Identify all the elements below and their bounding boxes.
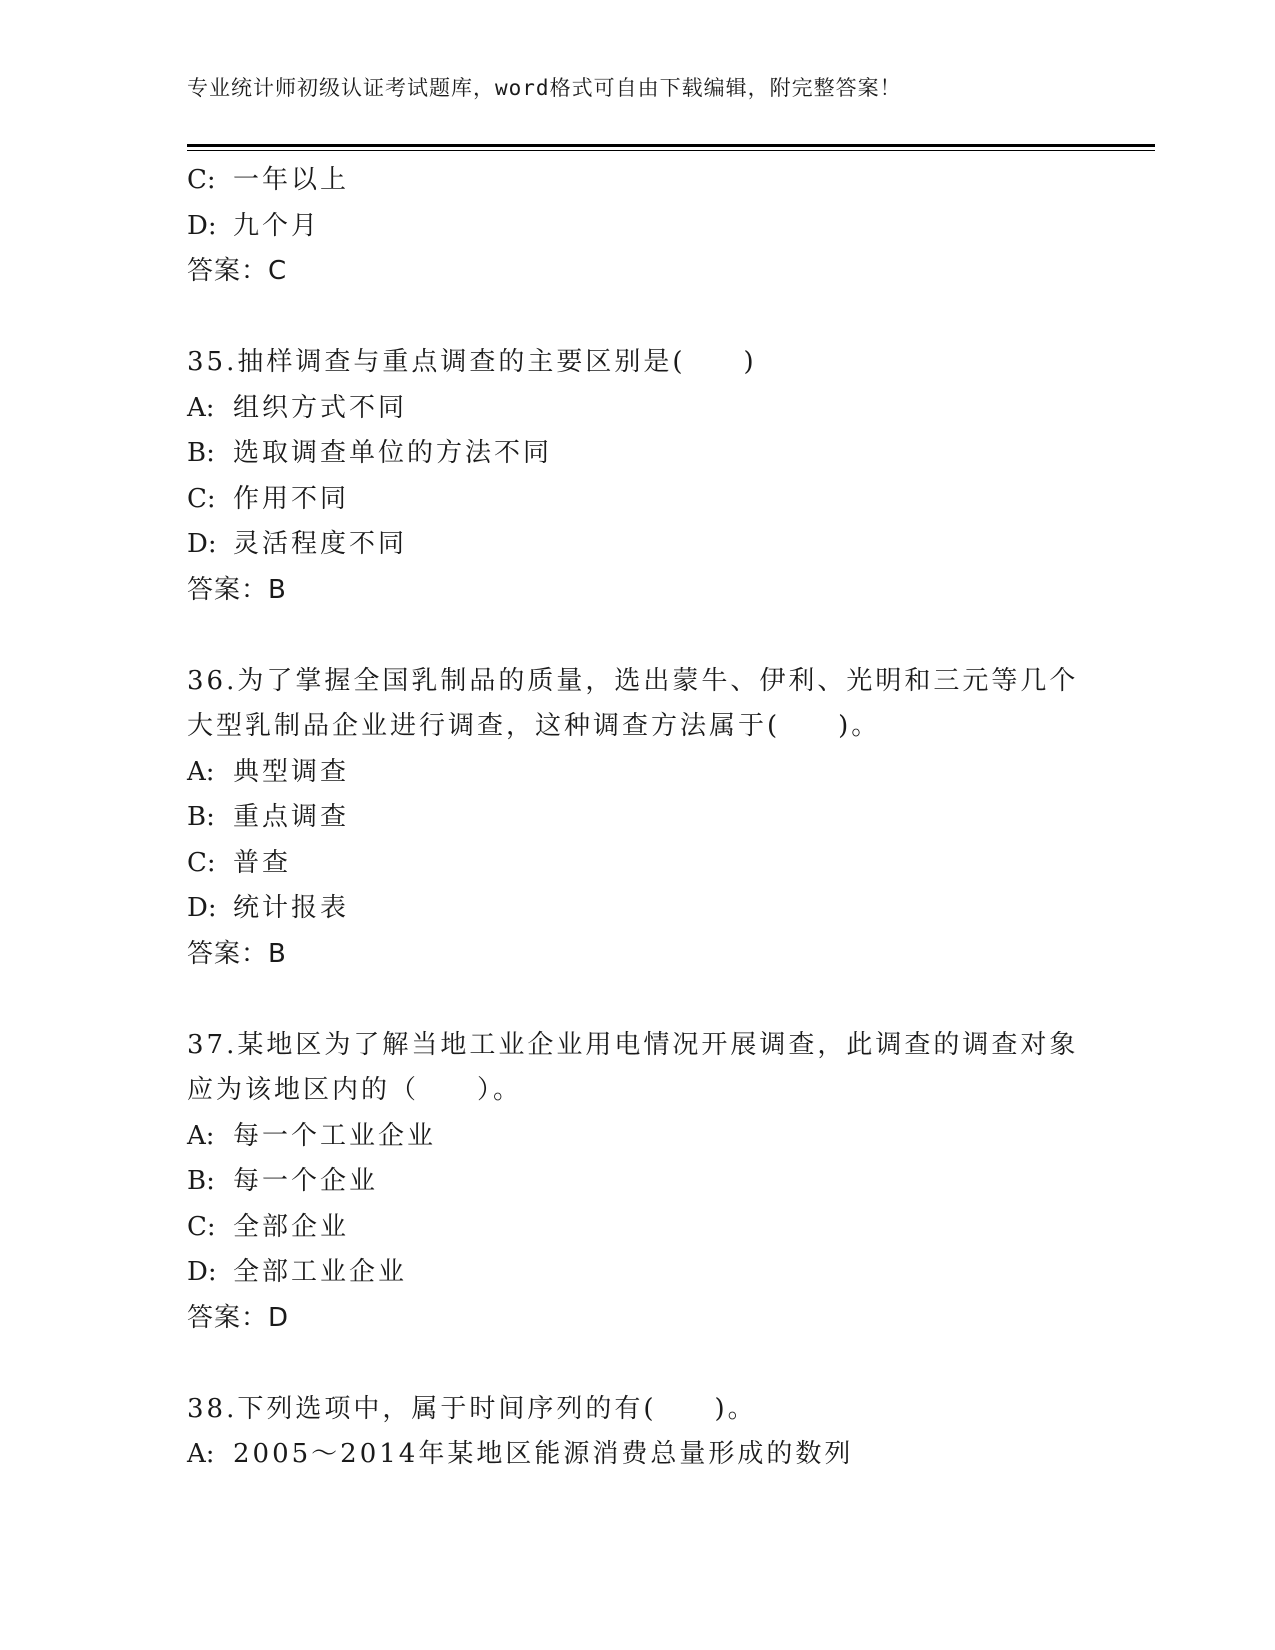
spacer bbox=[187, 613, 1087, 659]
question-block bbox=[187, 659, 1087, 978]
option-key: A: bbox=[187, 1120, 215, 1151]
question-list bbox=[187, 158, 1087, 1478]
option-key: A: bbox=[187, 392, 215, 423]
question-block bbox=[187, 1387, 1087, 1478]
spacer bbox=[187, 295, 1087, 341]
answer-line: 答案：C bbox=[187, 256, 288, 286]
option-key: D: bbox=[187, 210, 217, 241]
option-key: B: bbox=[187, 1166, 215, 1196]
option-text: 每一个企业 bbox=[233, 1166, 379, 1196]
question-stem: 38.下列选项中，属于时间序列的有( )。 bbox=[187, 1393, 757, 1424]
option-key: B: bbox=[187, 438, 215, 468]
option-item bbox=[187, 1250, 1087, 1296]
option-item bbox=[187, 1159, 1087, 1205]
option-text: 组织方式不同 bbox=[233, 392, 408, 423]
option-item bbox=[187, 158, 1087, 204]
option-item bbox=[187, 1114, 1087, 1160]
option-key: D: bbox=[187, 529, 217, 559]
option-text: 九个月 bbox=[233, 210, 321, 241]
option-item bbox=[187, 795, 1087, 841]
option-text: 每一个工业企业 bbox=[233, 1120, 437, 1151]
option-key: D: bbox=[187, 1257, 217, 1287]
header-divider-thick bbox=[187, 144, 1155, 147]
question-stem: 37.某地区为了解当地工业企业用电情况开展调查，此调查的调查对象 bbox=[187, 1029, 1079, 1060]
option-text: 统计报表 bbox=[233, 893, 350, 923]
option-key: C: bbox=[187, 483, 216, 514]
option-item bbox=[187, 477, 1087, 523]
question-stem-continued: 大型乳制品企业进行调查，这种调查方法属于( )。 bbox=[187, 711, 881, 741]
option-item bbox=[187, 522, 1087, 568]
option-key: C: bbox=[187, 847, 216, 878]
option-item bbox=[187, 886, 1087, 932]
option-item bbox=[187, 204, 1087, 250]
option-key: C: bbox=[187, 1211, 216, 1242]
option-key: C: bbox=[187, 165, 216, 195]
option-text: 一年以上 bbox=[233, 165, 350, 195]
question-block bbox=[187, 1023, 1087, 1342]
option-text: 普查 bbox=[233, 847, 292, 878]
option-key: A: bbox=[187, 756, 215, 787]
option-item bbox=[187, 750, 1087, 796]
option-text: 全部企业 bbox=[233, 1211, 350, 1242]
option-item bbox=[187, 431, 1087, 477]
question-stem-continued: 应为该地区内的（ ）。 bbox=[187, 1075, 523, 1105]
option-item bbox=[187, 1205, 1087, 1251]
option-text: 2005～2014年某地区能源消费总量形成的数列 bbox=[233, 1439, 854, 1469]
answer-line: 答案：B bbox=[187, 938, 287, 969]
question-stem: 35.抽样调查与重点调查的主要区别是( ) bbox=[187, 347, 757, 377]
option-key: A: bbox=[187, 1439, 215, 1469]
option-text: 选取调查单位的方法不同 bbox=[233, 438, 553, 468]
option-key: B: bbox=[187, 802, 215, 832]
answer-line: 答案：D bbox=[187, 1302, 290, 1333]
option-text: 灵活程度不同 bbox=[233, 529, 408, 559]
option-text: 作用不同 bbox=[233, 483, 350, 514]
question-block bbox=[187, 340, 1087, 613]
header-divider-thin bbox=[187, 150, 1155, 151]
spacer bbox=[187, 977, 1087, 1023]
option-item bbox=[187, 1432, 1087, 1478]
answer-line: 答案：B bbox=[187, 574, 287, 605]
option-item bbox=[187, 841, 1087, 887]
option-text: 典型调查 bbox=[233, 756, 350, 787]
option-text: 重点调查 bbox=[233, 802, 350, 832]
option-item bbox=[187, 386, 1087, 432]
option-key: D: bbox=[187, 893, 217, 923]
option-text: 全部工业企业 bbox=[233, 1257, 408, 1287]
page-header: 专业统计师初级认证考试题库，word格式可自由下载编辑，附完整答案！ bbox=[187, 76, 902, 100]
spacer bbox=[187, 1341, 1087, 1387]
question-stem: 36.为了掌握全国乳制品的质量，选出蒙牛、伊利、光明和三元等几个 bbox=[187, 665, 1079, 696]
